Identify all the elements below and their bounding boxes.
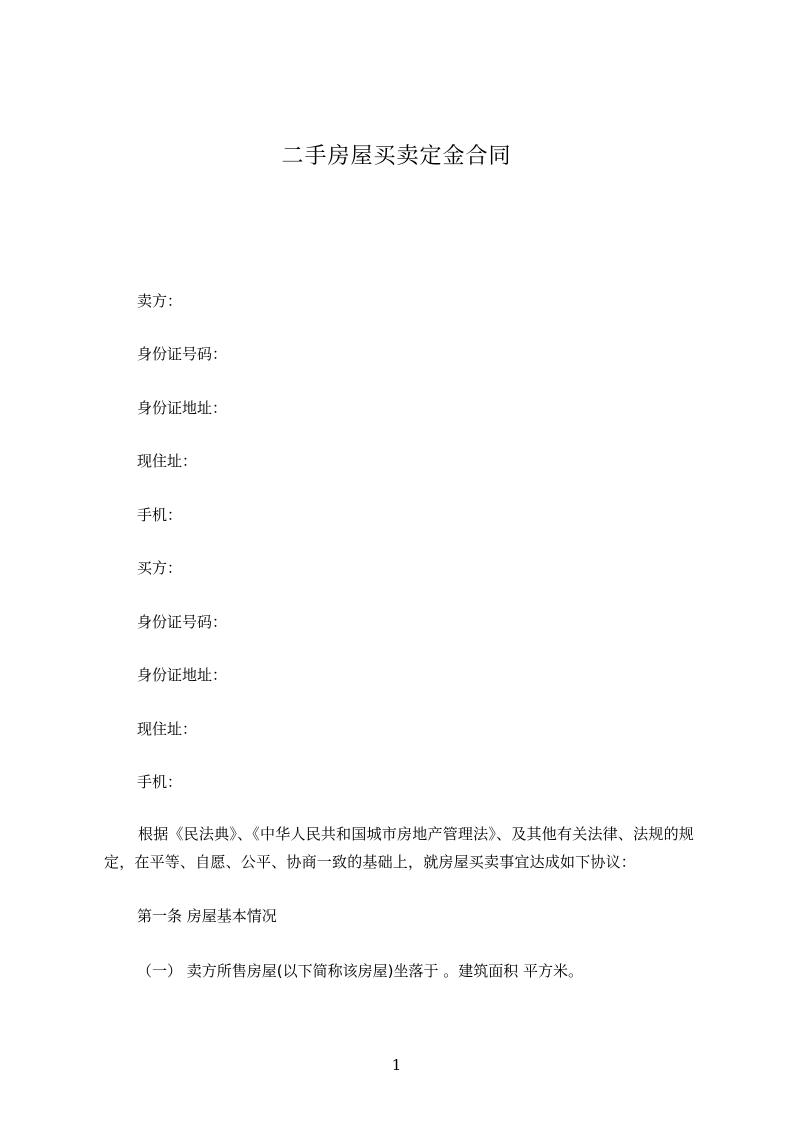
document-title: 二手房屋买卖定金合同: [281, 144, 512, 169]
buyer-id-address-label: 身份证地址：: [137, 666, 228, 684]
seller-phone-label: 手机：: [137, 506, 183, 524]
seller-label: 卖方：: [137, 292, 183, 310]
seller-id-number-label: 身份证号码：: [137, 345, 228, 363]
article-1-heading: 第一条 房屋基本情况: [137, 907, 277, 925]
preamble-paragraph: 根据《民法典》、《中华人民共和国城市房地产管理法》、及其他有关法律、法规的规定，在平等、自愿、公平、协商一致的基础上，就房屋买卖事宜达成如下协议：: [104, 825, 694, 871]
seller-id-address-label: 身份证地址：: [137, 399, 228, 417]
buyer-id-number-label: 身份证号码：: [137, 613, 228, 631]
seller-current-address-label: 现住址：: [137, 452, 198, 470]
buyer-label: 买方：: [137, 559, 183, 577]
article-1-item-1: （一） 卖方所售房屋(以下简称该房屋)坐落于 。建筑面积 平方米。: [137, 962, 584, 980]
page-number: 1: [391, 1056, 402, 1074]
buyer-phone-label: 手机：: [137, 773, 183, 791]
buyer-current-address-label: 现住址：: [137, 720, 198, 738]
